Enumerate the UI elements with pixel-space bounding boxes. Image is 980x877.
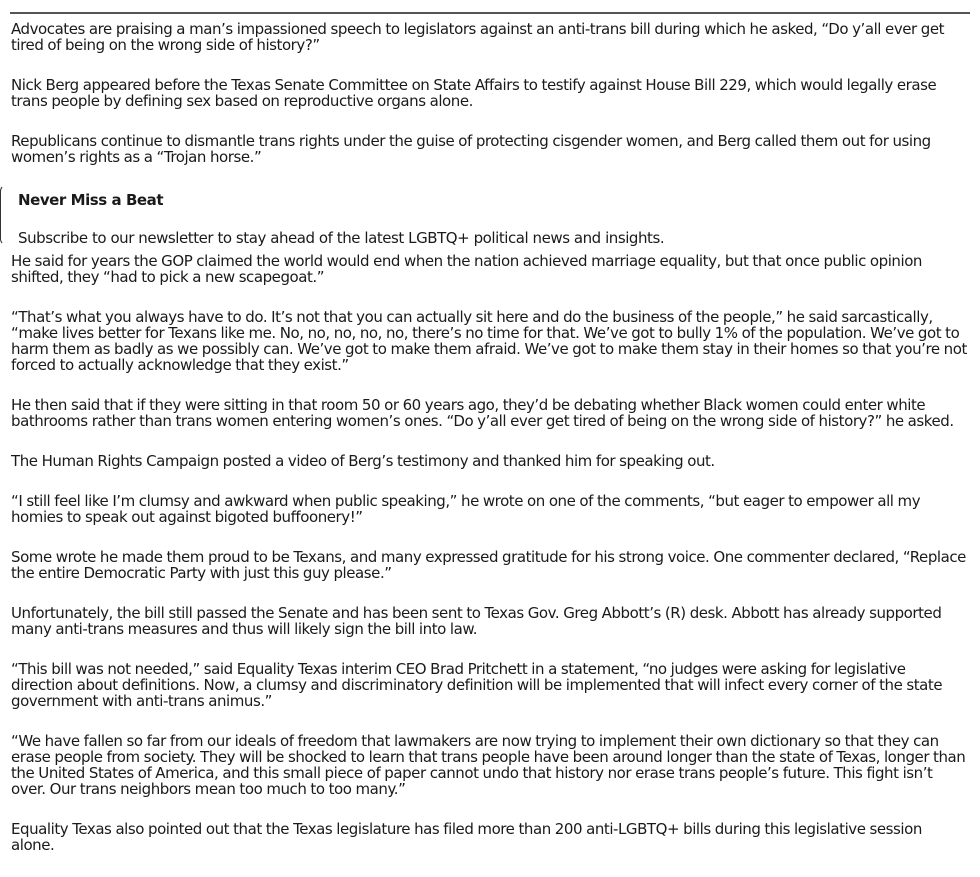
article-paragraph-11: “This bill was not needed,” said Equality Texas interim CEO Brad Pritchett in a statement, “no judges were asking for legislative direction about definitions. Now, a clumsy and discriminatory definition will be implemented that will infect every corner of the state government with anti-trans animus.”: [11, 660, 943, 710]
article-paragraph-13: Equality Texas also pointed out that the Texas legislature has filed more than 200 anti-LGBTQ+ bills during this legislative session alone.: [11, 820, 922, 854]
newsletter-promo[interactable]: [0, 185, 969, 247]
article-paragraph-8: “I still feel like I’m clumsy and awkward when public speaking,” he wrote on one of the comments, “but eager to empower all my homies to speak out against bigoted buffoonery!”: [11, 492, 921, 526]
article-paragraph-6: He then said that if they were sitting in that room 50 or 60 years ago, they’d be debating whether Black women could enter white bathrooms rather than trans women entering women’s ones. “Do y’all ever get tired of being on the wrong side of history?” he asked.: [11, 396, 954, 430]
article-paragraph-4: He said for years the GOP claimed the world would end when the nation achieved marriage equality, but that once public opinion shifted, they “had to pick a new scapegoat.”: [11, 252, 922, 286]
article-paragraph-1: Advocates are praising a man’s impassioned speech to legislators against an anti-trans bill during which he asked, “Do y’all ever get tired of being on the wrong side of history?”: [11, 20, 945, 54]
article-paragraph-3: Republicans continue to dismantle trans rights under the guise of protecting cisgender women, and Berg called them out for using women’s rights as a “Trojan horse.”: [11, 132, 931, 166]
top-divider: [10, 12, 970, 14]
newsletter-subscribe-text[interactable]: Subscribe to our newsletter to stay ahead of the latest LGBTQ+ political news and insights.: [18, 229, 665, 247]
article-body: [11, 21, 969, 877]
article-paragraph-5: “That’s what you always have to do. It’s not that you can actually sit here and do the business of the people,” he said sarcastically, “make lives better for Texans like me. No, no, no, no, no, there’s no time for that. We’ve got to bully 1% of the population. We’ve got to harm them as badly as we possibly can. We’ve got to make them afraid. We’ve got to make them stay in their homes so that you’re not forced to actually acknowledge that they exist.”: [11, 308, 967, 374]
article-paragraph-2: Nick Berg appeared before the Texas Senate Committee on State Affairs to testify against House Bill 229, which would legally erase trans people by defining sex based on reproductive organs alone.: [11, 76, 937, 110]
article-paragraph-9: Some wrote he made them proud to be Texans, and many expressed gratitude for his strong voice. One commenter declared, “Replace the entire Democratic Party with just this guy please.”: [11, 548, 966, 582]
article-paragraph-7: The Human Rights Campaign posted a video of Berg’s testimony and thanked him for speaking out.: [11, 452, 715, 470]
newsletter-border: [0, 185, 6, 245]
article-paragraph-10: Unfortunately, the bill still passed the Senate and has been sent to Texas Gov. Greg Abbott’s (R) desk. Abbott has already supported many anti-trans measures and thus will likely sign the bill into law.: [11, 604, 942, 638]
article-paragraph-12: “We have fallen so far from our ideals of freedom that lawmakers are now trying to implement their own dictionary so that they can erase people from society. They will be shocked to learn that trans people have been around longer than the state of Texas, longer than the United States of America, and this small piece of paper cannot undo that history nor erase trans people’s future. This fight isn’t over. Our trans neighbors mean too much to too many.”: [11, 732, 966, 798]
newsletter-title: Never Miss a Beat: [18, 191, 164, 209]
